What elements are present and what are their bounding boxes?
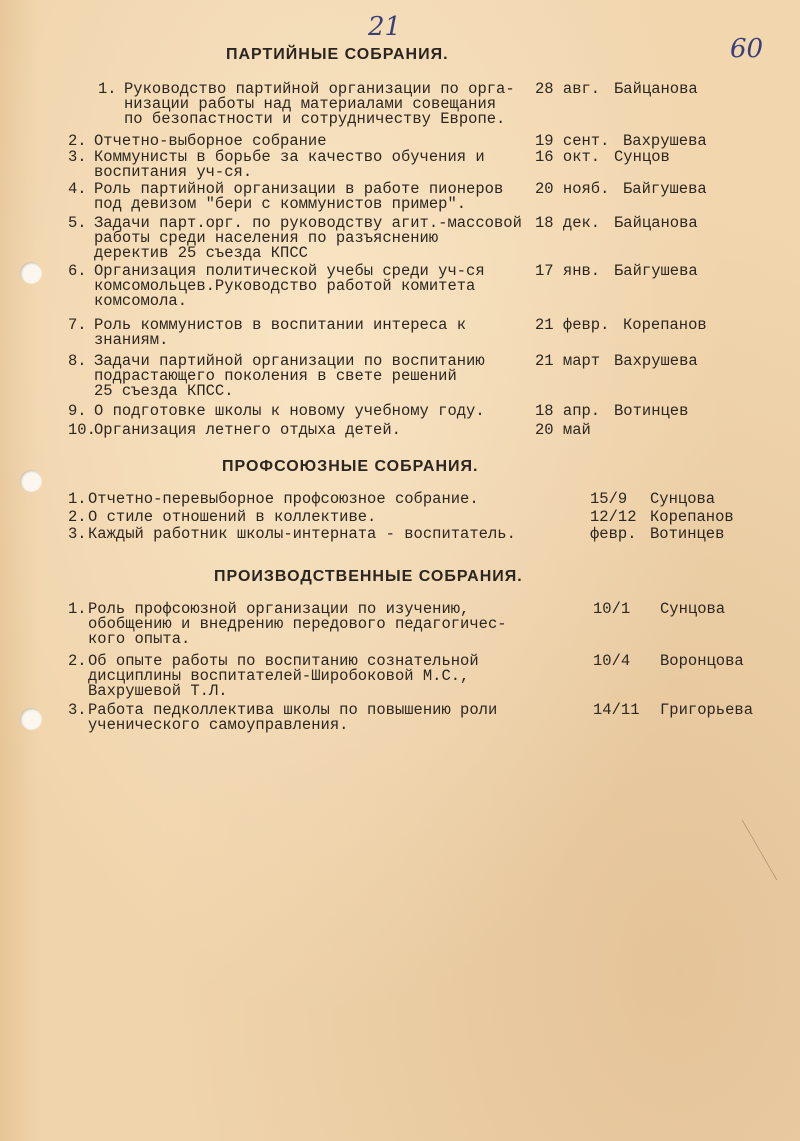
item-text	[94, 404, 485, 419]
agenda-item	[68, 150, 760, 180]
agenda-item	[68, 527, 760, 542]
item-responsible-person: Вахрушева	[623, 132, 707, 150]
item-text-line: по безопастности и сотрудничеству Европе.	[124, 110, 506, 128]
item-text-line: Работа педколлектива школы по повышению роли	[88, 701, 498, 719]
section-heading-party: ПАРТИЙНЫЕ СОБРАНИЯ.	[226, 46, 449, 63]
item-number: 1.	[68, 600, 87, 618]
item-text-line: ученического самоуправления.	[88, 716, 349, 734]
item-text-line: Роль профсоюзной организации по изучению,	[88, 600, 470, 618]
agenda-item	[68, 492, 760, 507]
item-date: 20 нояб.	[535, 180, 610, 198]
item-text-line: воспитания уч-ся.	[94, 163, 253, 181]
item-text-line: подрастающего поколения в свете решений	[94, 367, 457, 385]
item-number: 7.	[68, 316, 87, 334]
section-heading-production: ПРОИЗВОДСТВЕННЫЕ СОБРАНИЯ.	[214, 568, 523, 585]
item-text-line: знаниям.	[94, 331, 169, 349]
item-number: 3.	[68, 525, 87, 543]
item-text	[88, 703, 497, 733]
item-text-line: Задачи парт.орг. по руководству агит.-массовой	[94, 214, 522, 232]
agenda-item	[98, 82, 760, 127]
item-text-line: комсомола.	[94, 292, 188, 310]
item-responsible-person: Вотинцев	[650, 525, 725, 543]
item-text	[94, 264, 485, 309]
agenda-item	[68, 602, 760, 647]
item-text-line: Вахрушевой Т.Л.	[88, 682, 228, 700]
punch-hole	[20, 708, 42, 730]
item-text-line: Роль партийной организации в работе пионеров	[94, 180, 504, 198]
item-date: 21 март	[535, 352, 601, 370]
handwritten-page-number: 60	[730, 34, 764, 64]
item-date: 12/12	[590, 508, 637, 526]
item-text	[94, 354, 485, 399]
item-text-line: деректив 25 съезда КПСС	[94, 244, 308, 262]
item-text-line: Отчетно-выборное собрание	[94, 132, 327, 150]
section-heading-union: ПРОФСОЮЗНЫЕ СОБРАНИЯ.	[222, 458, 479, 475]
item-number: 10.	[68, 421, 96, 439]
agenda-item	[68, 404, 760, 419]
agenda-item	[68, 264, 760, 309]
item-number: 2.	[68, 652, 87, 670]
item-text	[88, 602, 507, 647]
punch-hole	[20, 470, 42, 492]
item-responsible-person: Григорьева	[660, 701, 754, 719]
agenda-item	[68, 423, 760, 438]
item-text	[88, 527, 516, 542]
item-text-line: комсомольцев.Руководство работой комитета	[94, 277, 476, 295]
item-text-line: работы среди населения по разъяснению	[94, 229, 439, 247]
agenda-item	[68, 182, 760, 212]
item-text-line: Организация политической учебы среди уч-ся	[94, 262, 485, 280]
item-text	[124, 82, 515, 127]
item-date: 15/9	[590, 490, 628, 508]
item-number: 3.	[68, 701, 87, 719]
item-date: 28 авг.	[535, 80, 601, 98]
item-number: 5.	[68, 214, 87, 232]
item-text-line: Роль коммунистов в воспитании интереса к	[94, 316, 467, 334]
item-number: 6.	[68, 262, 87, 280]
item-responsible-person: Байгушева	[614, 262, 698, 280]
item-responsible-person: Сунцов	[614, 148, 670, 166]
item-text-line: Коммунисты в борьбе за качество обучения и	[94, 148, 485, 166]
item-date: 18 дек.	[535, 214, 601, 232]
item-text-line: Руководство партийной организации по орга-	[124, 80, 515, 98]
item-date: 14/11	[593, 701, 640, 719]
item-text	[88, 492, 479, 507]
item-number: 4.	[68, 180, 87, 198]
item-responsible-person: Корепанов	[623, 316, 707, 334]
agenda-item	[68, 510, 760, 525]
agenda-item	[68, 354, 760, 399]
agenda-item	[68, 216, 760, 261]
item-number: 9.	[68, 402, 87, 420]
item-text	[94, 134, 327, 149]
item-number: 2.	[68, 132, 87, 150]
item-text-line: О подготовке школы к новому учебному году.	[94, 402, 485, 420]
item-number: 1.	[68, 490, 87, 508]
agenda-item	[68, 703, 760, 733]
item-date: февр.	[590, 525, 637, 543]
item-date: 17 янв.	[535, 262, 601, 280]
item-text	[94, 182, 503, 212]
item-date: 10/4	[593, 652, 631, 670]
item-responsible-person: Байцанова	[614, 214, 698, 232]
agenda-item	[68, 654, 760, 699]
item-responsible-person: Байцанова	[614, 80, 698, 98]
item-text	[88, 510, 376, 525]
item-text-line: обобщению и внедрению передового педагогичес-	[88, 615, 507, 633]
item-text-line: Задачи партийной организации по воспитанию	[94, 352, 485, 370]
item-text-line: Каждый работник школы-интерната - воспитатель.	[88, 525, 516, 543]
item-responsible-person: Вотинцев	[614, 402, 689, 420]
agenda-item	[68, 318, 760, 348]
item-number: 8.	[68, 352, 87, 370]
item-responsible-person: Воронцова	[660, 652, 744, 670]
item-text	[88, 654, 479, 699]
item-text-line: дисциплины воспитателей-Широбоковой М.С.,	[88, 667, 470, 685]
item-text	[94, 150, 485, 180]
item-text-line: кого опыта.	[88, 630, 191, 648]
item-responsible-person: Сунцова	[660, 600, 726, 618]
item-responsible-person: Байгушева	[623, 180, 707, 198]
punch-hole	[20, 262, 42, 284]
item-text	[94, 423, 401, 438]
item-text	[94, 216, 522, 261]
item-responsible-person: Сунцова	[650, 490, 716, 508]
agenda-item	[68, 134, 760, 149]
item-date: 20 май	[535, 421, 591, 439]
item-text-line: Об опыте работы по воспитанию сознательной	[88, 652, 479, 670]
item-date: 16 окт.	[535, 148, 601, 166]
item-date: 10/1	[593, 600, 631, 618]
item-text-line: низации работы над материалами совещания	[124, 95, 497, 113]
item-number: 1.	[98, 80, 117, 98]
item-number: 3.	[68, 148, 87, 166]
item-text-line: 25 съезда КПСС.	[94, 382, 234, 400]
item-text-line: Отчетно-перевыборное профсоюзное собрание.	[88, 490, 479, 508]
item-text-line: О стиле отношений в коллективе.	[88, 508, 377, 526]
item-text	[94, 318, 466, 348]
item-responsible-person: Вахрушева	[614, 352, 698, 370]
item-responsible-person: Корепанов	[650, 508, 734, 526]
item-date: 21 февр.	[535, 316, 610, 334]
item-date: 19 сент.	[535, 132, 610, 150]
item-date: 18 апр.	[535, 402, 601, 420]
paper-crease	[742, 820, 800, 880]
item-number: 2.	[68, 508, 87, 526]
item-text-line: под девизом "бери с коммунистов пример".	[94, 195, 467, 213]
item-text-line: Организация летнего отдыха детей.	[94, 421, 401, 439]
handwritten-number: 21	[368, 12, 402, 42]
